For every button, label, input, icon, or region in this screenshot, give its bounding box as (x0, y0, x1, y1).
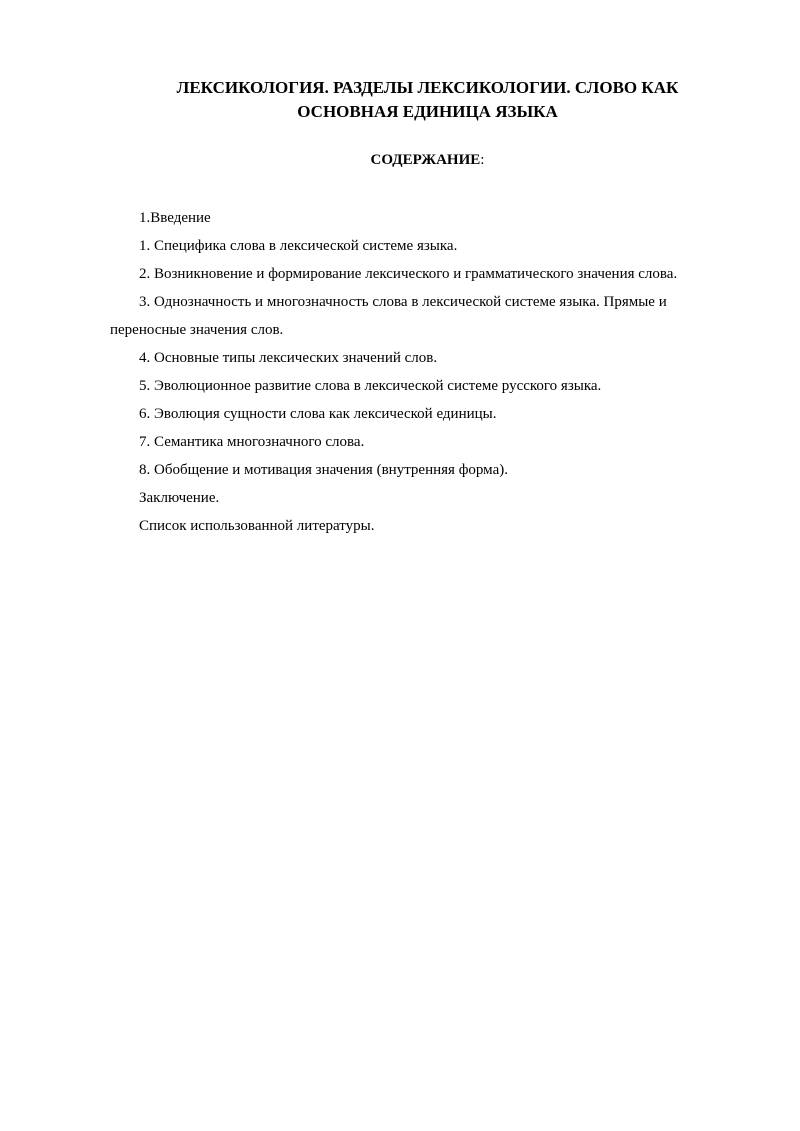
contents-heading-text: СОДЕРЖАНИЕ (370, 152, 481, 168)
contents-heading (110, 150, 745, 170)
toc-item-references: Список использованной литературы. (139, 518, 375, 534)
toc-item-1: 1. Специфика слова в лексической системе языка. (139, 238, 458, 254)
table-of-contents (110, 204, 745, 540)
title-line-1: ЛЕКСИКОЛОГИЯ. РАЗДЕЛЫ ЛЕКСИКОЛОГИИ. СЛОВО КАК (176, 78, 679, 97)
toc-item-3: 3. Однозначность и многозначность слова в лексической системе языка. Прямые и переносные значения слов. (110, 294, 667, 338)
toc-item-conclusion: Заключение. (139, 490, 220, 506)
toc-item-introduction: 1.Введение (139, 210, 211, 226)
toc-item-5: 5. Эволюционное развитие слова в лексической системе русского языка. (139, 378, 602, 394)
title-line-2: ОСНОВНАЯ ЕДИНИЦА ЯЗЫКА (297, 102, 558, 121)
toc-item-4: 4. Основные типы лексических значений слов. (139, 350, 438, 366)
document-title (110, 76, 745, 124)
contents-heading-colon: : (480, 152, 485, 168)
toc-item-2: 2. Возникновение и формирование лексического и грамматического значения слова. (139, 266, 678, 282)
toc-item-8: 8. Обобщение и мотивация значения (внутренняя форма). (139, 462, 508, 478)
toc-item-7: 7. Семантика многозначного слова. (139, 434, 365, 450)
toc-item-6: 6. Эволюция сущности слова как лексической единицы. (139, 406, 497, 422)
